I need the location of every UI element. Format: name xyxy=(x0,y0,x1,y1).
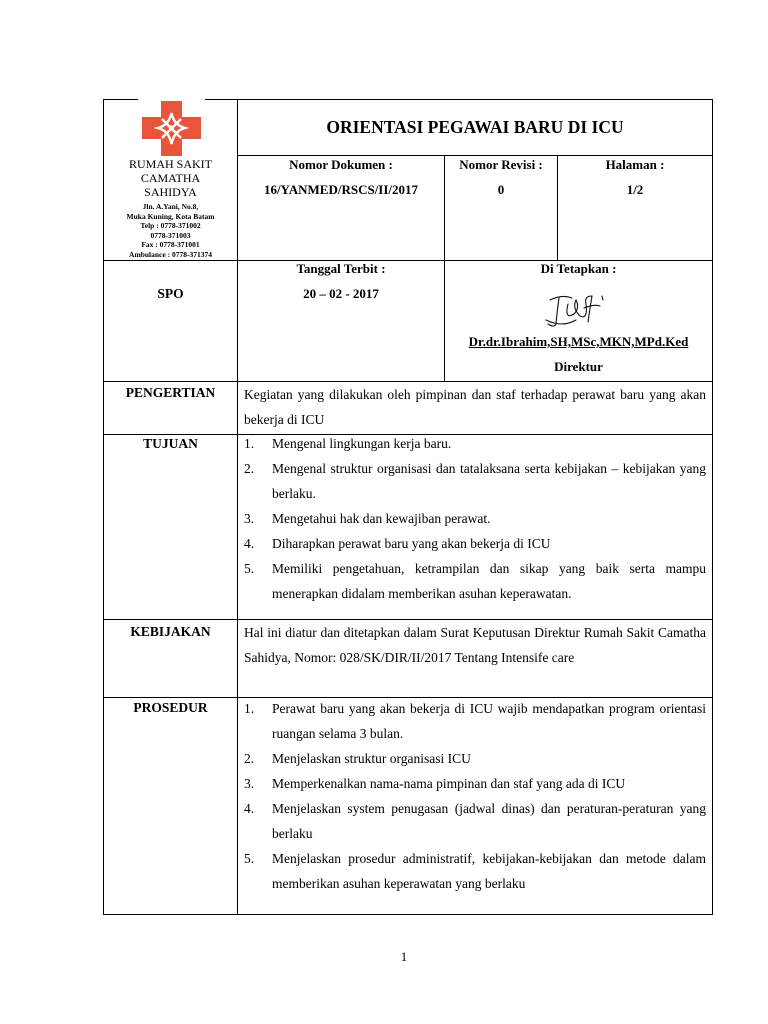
list-item-text: Memiliki pengetahuan, ketrampilan dan sikap yang baik serta mampu menerapkan didalam memberikan asuhan keperawatan. xyxy=(272,561,706,601)
list-item-number: 3. xyxy=(244,776,255,791)
director-signature xyxy=(542,290,606,330)
hospital-address xyxy=(104,202,237,260)
pengertian-text: Kegiatan yang dilakukan oleh pimpinan dan staf terhadap perawat baru yang akan bekerja di ICU xyxy=(244,387,706,427)
address-phone-1: Telp : 0778-371002 xyxy=(140,221,201,231)
list-item xyxy=(244,431,706,456)
list-item xyxy=(244,846,706,896)
section-label-pengertian: PENGERTIAN xyxy=(125,385,216,400)
section-label-prosedur: PROSEDUR xyxy=(133,700,208,715)
list-item-text: Diharapkan perawat baru yang akan bekerja di ICU xyxy=(272,536,551,551)
hospital-logo xyxy=(138,99,205,159)
issue-date-label: Tanggal Terbit : xyxy=(296,261,386,276)
list-item xyxy=(244,556,706,606)
list-item xyxy=(244,771,706,796)
list-item xyxy=(244,531,706,556)
list-item xyxy=(244,746,706,771)
list-item-number: 2. xyxy=(244,751,255,766)
list-item-number: 1. xyxy=(244,701,255,716)
red-cross-logo-icon xyxy=(138,99,205,159)
hospital-name xyxy=(104,157,237,199)
list-item-number: 2. xyxy=(244,461,255,476)
list-item-text: Menjelaskan struktur organisasi ICU xyxy=(272,751,471,766)
list-item-text: Memperkenalkan nama-nama pimpinan dan staf yang ada di ICU xyxy=(272,776,626,791)
table-border-right xyxy=(712,99,713,915)
list-item-text: Mengenal lingkungan kerja baru. xyxy=(272,436,452,451)
hospital-name-line-2: CAMATHA xyxy=(140,171,201,185)
address-street: Jln. A.Yani, No.8, xyxy=(142,202,199,211)
list-item-number: 5. xyxy=(244,561,255,576)
page-value: 1/2 xyxy=(626,182,644,197)
address-city: Muka Kuning, Kota Batam xyxy=(126,211,215,221)
section-label-kebijakan: KEBIJAKAN xyxy=(130,624,211,639)
address-fax: Fax : 0778-371001 xyxy=(141,240,200,250)
doc-number-value: 16/YANMED/RSCS/II/2017 xyxy=(263,182,419,197)
established-label: Di Tetapkan : xyxy=(540,261,617,276)
doc-number-label: Nomor Dokumen : xyxy=(289,157,393,172)
list-item-number: 4. xyxy=(244,801,255,816)
title-row-divider xyxy=(237,155,713,156)
address-phone-2: 0778-371003 xyxy=(150,230,191,240)
list-item xyxy=(244,696,706,746)
document-title: ORIENTASI PEGAWAI BARU DI ICU xyxy=(326,117,624,137)
page-label: Halaman : xyxy=(605,157,665,172)
page-number: 1 xyxy=(400,949,408,964)
list-item-text: Menjelaskan prosedur administratif, kebijakan-kebijakan dan metode dalam memberikan asuhan keperawatan yang berlaku xyxy=(272,851,706,891)
prosedur-list xyxy=(244,696,706,896)
address-ambulance: Ambulance : 0778-371374 xyxy=(129,249,212,259)
list-item xyxy=(244,456,706,506)
list-item-text: Perawat baru yang akan bekerja di ICU wajib mendapatkan program orientasi ruangan selama 3 bulan. xyxy=(272,701,706,741)
hospital-name-line-3: SAHIDYA xyxy=(144,185,197,199)
hospital-name-line-1: RUMAH SAKIT xyxy=(128,157,212,171)
list-item-number: 3. xyxy=(244,511,255,526)
revision-value: 0 xyxy=(497,182,505,197)
list-item-number: 5. xyxy=(244,851,255,866)
list-item-number: 1. xyxy=(244,436,255,451)
section-label-tujuan: TUJUAN xyxy=(143,436,198,451)
table-border-bottom xyxy=(103,914,713,915)
kebijakan-text: Hal ini diatur dan ditetapkan dalam Surat Keputusan Direktur Rumah Sakit Camatha Sahidya, Nomor: 028/SK/DIR/II/2017 Tentang Intensife care xyxy=(244,625,706,665)
issue-date-value: 20 – 02 - 2017 xyxy=(303,286,379,301)
list-item-text: Mengenal struktur organisasi dan tatalaksana serta kebijakan – kebijakan yang berlaku. xyxy=(272,461,706,501)
spo-label: SPO xyxy=(157,286,184,301)
list-item xyxy=(244,506,706,531)
revision-label: Nomor Revisi : xyxy=(459,157,543,172)
list-item-text: Mengetahui hak dan kewajiban perawat. xyxy=(272,511,491,526)
tujuan-list xyxy=(244,431,706,606)
list-item-number: 4. xyxy=(244,536,255,551)
signatory-title: Direktur xyxy=(554,359,603,374)
list-item xyxy=(244,796,706,846)
list-item-text: Menjelaskan system penugasan (jadwal dinas) dan peraturan-peraturan yang berlaku xyxy=(272,801,706,841)
column-divider xyxy=(237,99,238,915)
signatory-name: Dr.dr.Ibrahim,SH,MSc,MKN,MPd.Ked xyxy=(468,334,689,349)
